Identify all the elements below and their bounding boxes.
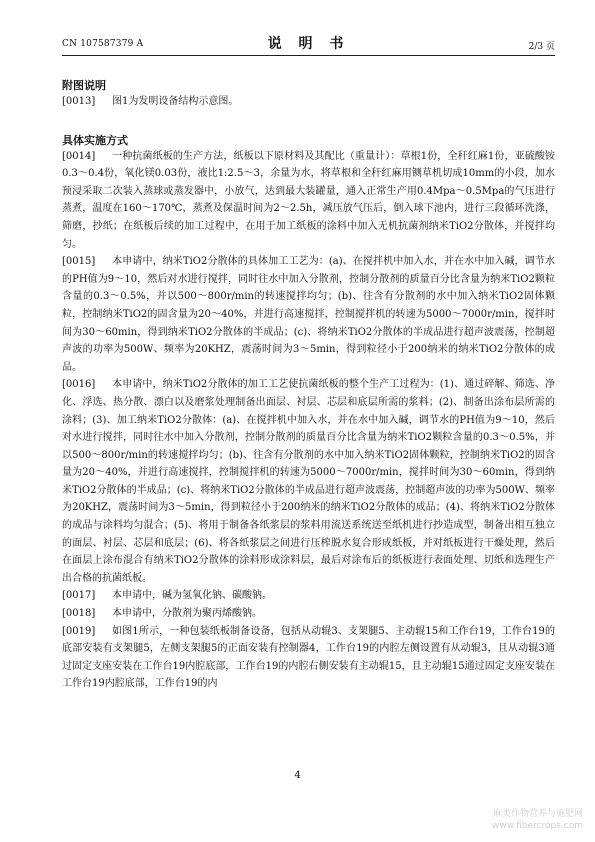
header-rule	[62, 55, 555, 56]
paragraph-0018	[62, 605, 555, 623]
paragraph-text: 本申请中，纳米TiO2分散体的具体加工工艺为：(a)、在搅拌机中加入水，并在水中加入碱，调节水的PH值为9～10，然后对水进行搅拌，同时往水中加入分散剂，控制分散剂的质量百分比含量为纳米TiO2颗粒含量的0.3～0.5%，并以500～800r/min的转速搅拌均匀；(b)、往含有分散剂的水中加入纳米TiO2固体颗粒，控制纳米TiO2的固含量为20～40%，并进行高速搅拌，控制搅拌机的转速为5000～7000r/min，搅拌时间为30～60min，得到纳米TiO2分散体的半成品；(c)、将纳米TiO2分散体的半成品进行超声波震荡，控制超声波的功率为500W、频率为20KHZ，震荡时间为3～5min，得到粒径小于200纳米的纳米TiO2分散体的成品。	[62, 256, 555, 373]
paragraph-text: 一种抗菌纸板的生产方法，纸板以下原材料及其配比（重量计）：草根1份，全秆红麻1份，亚硫酸铵0.3～0.4份，氧化镁0.03份，液比1:2.5～3，余量为水，将草根和全秆红麻用铡草机切成10mm的小段，加水预浸采取二次装入蒸球或蒸发器中，小放气，达到最大装罐量，通入正常生产用0.4Mpa～0.5Mpa的气压进行蒸煮，温度在160～170℃，蒸煮及保温时间为2～2.5h，减压放气压后，倒入球下池内，进行三段循环洗涤，筛磨，抄纸；在纸板后续的加工过程中，在用于加工纸板的涂料中加入无机抗菌剂纳米TiO2分散体，并搅拌均匀。	[62, 150, 555, 250]
document-body	[62, 78, 555, 693]
paragraph-text: 如图1所示，一种包装纸板制备设备，包括从动辊3、支架腿5、主动辊15和工作台19，工作台19的底部安装有支架腿5，左侧支架腿5的正面安装有控制器4，工作台19的内腔左侧设置有从动辊3，且从动辊3通过固定支座安装在工作台19内腔底部，工作台19的内腔右侧安装有主动辊15，且主动辊15通过固定支座安装在工作台19内腔底部，工作台19的内	[62, 625, 555, 690]
paragraph-number: [0013]	[62, 96, 96, 107]
watermark	[492, 808, 583, 832]
watermark-site-name: 麻类作物营养与施肥网	[492, 809, 583, 819]
paragraph-text: 本申请中，分散剂为聚丙烯酸钠。	[112, 608, 262, 620]
page-indicator: 2/3 页	[528, 42, 555, 52]
paragraph-0019	[62, 623, 555, 693]
document-id: CN 107587379 A	[62, 39, 144, 49]
paragraph-number: [0019]	[62, 625, 96, 637]
page-number: 4	[294, 770, 301, 781]
paragraph-text: 本申请中，纳米TiO2分散体的加工工艺使抗菌纸板的整个生产工过程为：(1)、通过碎解、筛选、净化、浮选、热分散、漂白以及磨浆处理制备出面层、衬层、芯层和底层所需的浆料；(2)、制备出涂布层所需的涂料；(3)、加工纳米TiO2分散体：(a)、在搅拌机中加入水，并在水中加入碱，调节水的PH值为9～10，然后对水进行搅拌，同时往水中加入分散剂，控制分散剂的质量百分比含量为纳米TiO2颗粒含量的0.3～0.5%，并以500～800r/min的转速搅拌均匀；(b)、往含有分散剂的水中加入纳米TiO2固体颗粒，控制纳米TiO2的固含量为20～40%，并进行高速搅拌，控制搅拌机的转速为5000～7000r/min，搅拌时间为30～60min，得到纳米TiO2分散体的半成品；(c)、将纳米TiO2分散体的半成品进行超声波震荡，控制超声波的功率为500W、频率为20KHZ，震荡时间为3～5min，得到粒径小于200纳米的纳米TiO2分散体的成品；(4)、将纳米TiO2分散体的成品与涂料均匀混合；(5)、将用于制备各纸浆层的浆料用流送系统送至纸机进行抄造成型，制备出相互独立的面层、衬层、芯层和底层；(6)、将各纸浆层之间进行压榨脱水复合形成纸板，并对纸板进行干燥处理，然后在面层上涂布混合有纳米TiO2分散体的涂料形成涂料层，最后对涂布后的纸板进行表面处理、切纸和选理生产出合格的抗菌纸板。	[62, 379, 555, 584]
paragraph-number: [0014]	[62, 150, 96, 162]
document-title: 说 明 书	[267, 36, 350, 52]
section-title-figures: 附图说明	[62, 79, 106, 92]
paragraph-0015	[62, 253, 555, 376]
paragraph-text: 图1为发明设备结构示意图。	[112, 96, 239, 107]
watermark-url: www.fibercrops.com	[492, 821, 583, 831]
section-title-embodiment: 具体实施方式	[62, 133, 128, 147]
paragraph-0013	[62, 93, 555, 111]
paragraph-number: [0017]	[62, 590, 96, 602]
paragraph-0014	[62, 148, 555, 254]
paragraph-number: [0015]	[62, 256, 96, 268]
paragraph-number: [0016]	[62, 379, 96, 391]
page-header	[62, 31, 555, 57]
paragraph-0016	[62, 376, 555, 587]
paragraph-text: 本申请中，碱为氢氧化钠、碳酸钠。	[112, 590, 272, 602]
paragraph-number: [0018]	[62, 608, 96, 620]
paragraph-0017	[62, 587, 555, 605]
